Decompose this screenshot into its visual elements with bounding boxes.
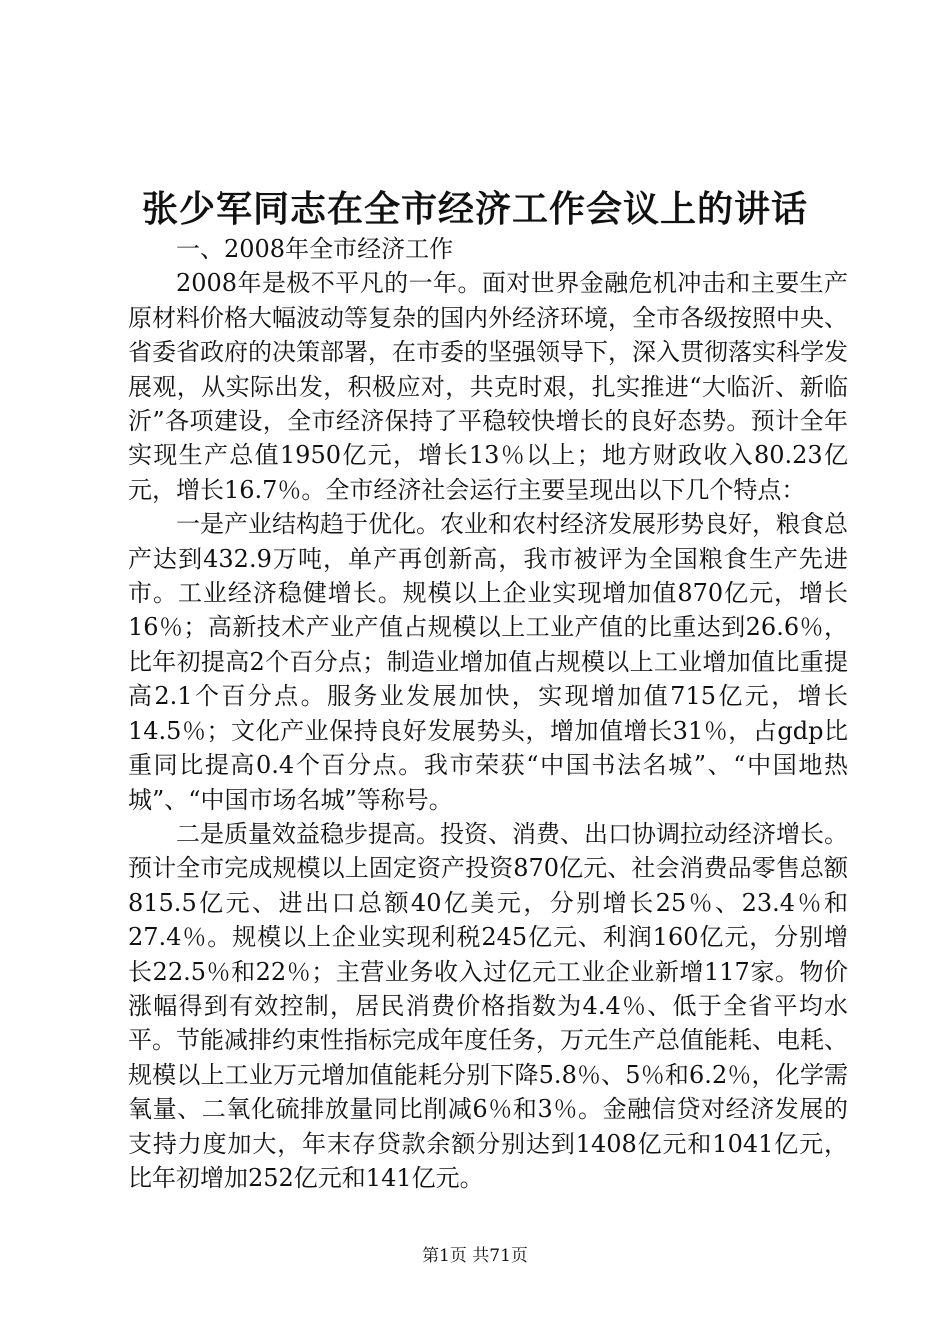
- document-body: [128, 232, 848, 1195]
- page-number-footer: 第1页 共71页: [422, 1246, 528, 1266]
- document-title: 张少军同志在全市经济工作会议上的讲话: [141, 188, 808, 230]
- paragraph-quality-efficiency: 二是质量效益稳步提高。投资、消费、出口协调拉动经济增长。预计全市完成规模以上固定资产投资870亿元、社会消费品零售总额815.5亿元、进出口总额40亿美元，分别增长25％、23.4％和27.4％。规模以上企业实现利税245亿元、利润160亿元，分别增长22.5％和22％；主营业务收入过亿元工业企业新增117家。物价涨幅得到有效控制，居民消费价格指数为4.4％、低于全省平均水平。节能减排约束性指标完成年度任务，万元生产总值能耗、电耗、规模以上工业万元增加值能耗分别下降5.8％、5％和6.2％，化学需氧量、二氧化硫排放量同比削减6％和3％。金融信贷对经济发展的支持力度加大，年末存贷款余额分别达到1408亿元和1041亿元，比年初增加252亿元和141亿元。: [128, 819, 848, 1192]
- paragraph-industry-structure: 一是产业结构趋于优化。农业和农村经济发展形势良好，粮食总产达到432.9万吨，单产再创新高，我市被评为全国粮食生产先进市。工业经济稳健增长。规模以上企业实现增加值870亿元，增长16％；高新技术产业产值占规模以上工业产值的比重达到26.6％，比年初提高2个百分点；制造业增加值占规模以上工业增加值比重提高2.1个百分点。服务业发展加快，实现增加值715亿元，增长14.5％；文化产业保持良好发展势头，增加值增长31％，占gdp比重同比提高0.4个百分点。我市荣获“中国书法名城”、“中国地热城”、“中国市场名城”等称号。: [128, 510, 848, 814]
- paragraph-intro: 2008年是极不平凡的一年。面对世界金融危机冲击和主要生产原材料价格大幅波动等复杂的国内外经济环境，全市各级按照中央、省委省政府的决策部署，在市委的坚强领导下，深入贯彻落实科学发展观，从实际出发，积极应对，共克时艰，扎实推进“大临沂、新临沂”各项建设，全市经济保持了平稳较快增长的良好态势。预计全年实现生产总值1950亿元，增长13％以上；地方财政收入80.23亿元，增长16.7％。全市经济社会运行主要呈现出以下几个特点：: [128, 269, 848, 504]
- section-heading: 一、2008年全市经济工作: [176, 235, 454, 263]
